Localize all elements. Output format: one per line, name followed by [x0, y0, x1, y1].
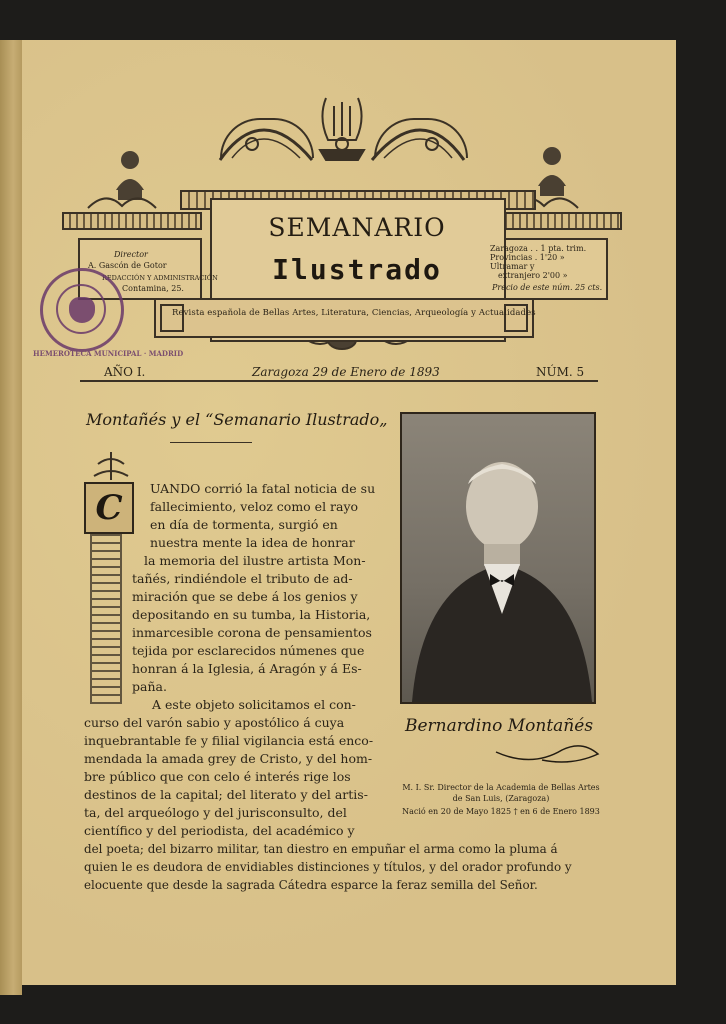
article-line: inmarcesible corona de pensamientos — [132, 625, 372, 640]
issue-date: Zaragoza 29 de Enero de 1893 — [252, 365, 440, 379]
article-line: científico y del periodista, del académico y — [84, 823, 355, 838]
crest-icon — [69, 297, 95, 323]
article-line: UANDO corrió la fatal noticia de su — [150, 481, 376, 496]
admin-label: REDACCIÓN Y ADMINISTRACIÓN — [102, 274, 218, 282]
article-line: tañés, rindiéndole el tributo de ad- — [132, 571, 353, 586]
portrait-photo — [400, 412, 596, 704]
price-line: Provincias . 1'20 » — [490, 253, 565, 262]
article-line: quien le es deudora de envidiables distinciones y títulos, y del orador profundo y — [84, 860, 572, 874]
adjacent-page-edge — [0, 40, 22, 995]
masthead-title-line1: SEMANARIO — [268, 213, 446, 242]
article-line: honran á la Iglesia, á Aragón y á Es- — [132, 661, 362, 676]
article-line: mendada la amada grey de Cristo, y del hom- — [84, 751, 373, 766]
article-line: elocuente que desde la sagrada Cátedra esparce la feraz semilla del Señor. — [84, 878, 538, 892]
article-line: en día de tormenta, surgió en — [150, 517, 338, 532]
director-label: Director — [114, 250, 148, 259]
article-line: miración que se debe á los genios y — [132, 589, 358, 604]
article-line: fallecimiento, veloz como el rayo — [150, 499, 359, 514]
caption-line: de San Luis, (Zaragoza) — [452, 794, 550, 803]
article-line: ta, del arqueólogo y del jurisconsulto, del — [84, 805, 347, 820]
article-line: bre público que con celo é interés rige los — [84, 769, 351, 784]
issue-number: NÚM. 5 — [536, 365, 585, 379]
signature-flourish-icon — [492, 740, 602, 770]
lyre-icon — [320, 98, 364, 160]
portrait-figure-icon — [402, 414, 594, 702]
article-line: del poeta; del bizarro militar, tan diestro en empuñar el arma como la pluma á — [84, 842, 558, 856]
drop-cap-column — [90, 534, 122, 704]
article-line: tejida por esclarecidos númenes que — [132, 643, 365, 658]
drop-cap: C — [84, 482, 134, 534]
caption-line: Nació en 20 de Mayo 1825 † en 6 de Enero 1893 — [402, 807, 600, 816]
article-line: curso del varón sabio y apostólico á cuya — [84, 715, 345, 730]
caption-line: M. I. Sr. Director de la Academia de Bellas Artes — [402, 783, 600, 792]
masthead-title-line2: Ilustrado — [272, 253, 442, 286]
price-line: Zaragoza . . 1 pta. trim. — [490, 244, 587, 253]
price-line: extranjero 2'00 » — [498, 271, 568, 280]
article-line: A este objeto solicitamos el con- — [152, 697, 356, 712]
price-line: Ultramar y — [490, 262, 535, 271]
article-title: Montañés y el “Semanario Ilustrado„ — [86, 410, 388, 429]
article-line: depositando en su tumba, la Historia, — [132, 607, 371, 622]
director-name: A. Gascón de Gotor — [88, 261, 167, 270]
stamp-text: HEMEROTECA MUNICIPAL · MADRID — [33, 349, 184, 358]
article-line: la memoria del ilustre artista Mon- — [144, 553, 366, 568]
issue-rule — [80, 380, 598, 382]
newspaper-page — [22, 40, 676, 985]
signature: Bernardino Montañés — [404, 716, 594, 736]
admin-address: Contamina, 25. — [122, 284, 184, 293]
bust-right-icon — [538, 147, 566, 196]
left-cornice — [62, 212, 202, 230]
subtitle-band — [154, 298, 534, 338]
initial-top-ornament-icon — [86, 450, 136, 484]
article-line: paña. — [132, 679, 167, 694]
bust-left-icon — [116, 151, 144, 200]
article-line: inquebrantable fe y filial vigilancia está enco- — [84, 733, 374, 748]
title-underline — [170, 442, 252, 443]
masthead-subtitle: Revista española de Bellas Artes, Literatura, Ciencias, Arqueología y Actualidades — [172, 308, 536, 318]
issue-volume: AÑO I. — [104, 365, 146, 379]
article-line: nuestra mente la idea de honrar — [150, 535, 355, 550]
issue-price: Precio de este núm. 25 cts. — [492, 283, 603, 292]
article-line: destinos de la capital; del literato y del artis- — [84, 787, 368, 802]
